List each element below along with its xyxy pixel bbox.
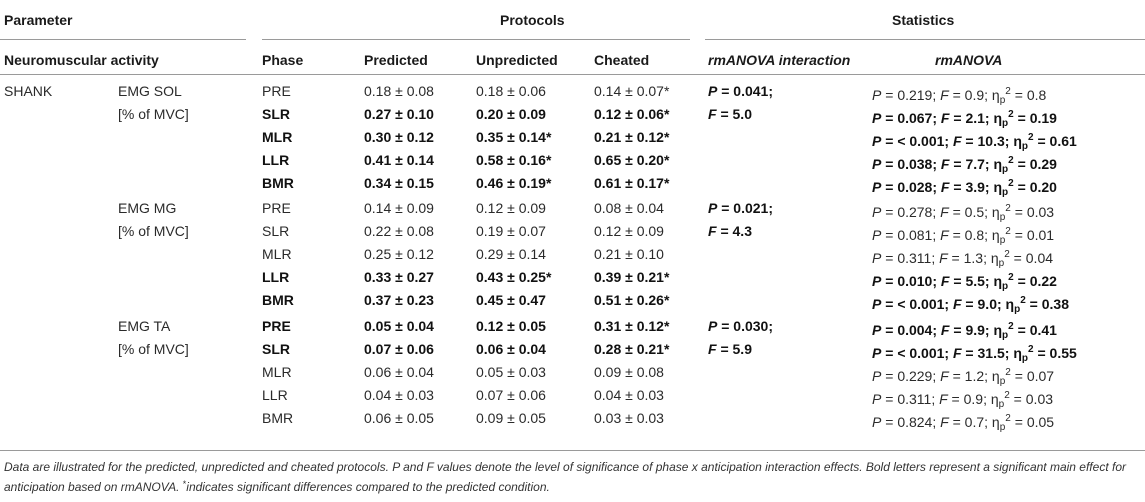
unpredicted-cell: 0.18 ± 0.06: [476, 83, 546, 99]
p-value: < 0.001: [897, 296, 945, 313]
eta-symbol: η: [993, 273, 1003, 290]
f-value: 31.5: [977, 344, 1005, 361]
rmanova-cell: [872, 407, 1054, 439]
p-value: 0.311: [897, 250, 932, 267]
eta-superscript: 2: [1008, 272, 1014, 284]
footnote-text-2: indicates significant differences compared to the predicted condition.: [186, 480, 550, 494]
phase-cell: SLR: [262, 106, 290, 122]
eta-subscript: p: [999, 375, 1006, 387]
f-value: 0.7: [964, 413, 985, 430]
p-symbol: P: [872, 156, 882, 172]
eta-superscript: 2: [1008, 109, 1014, 120]
eta-value: 0.01: [1026, 227, 1055, 244]
separator: ;: [984, 321, 994, 338]
eta-subscript: p: [1002, 329, 1009, 341]
f-symbol: F: [940, 204, 949, 221]
f-symbol: F: [940, 227, 949, 244]
eta-value: 0.03: [1026, 204, 1055, 221]
unpredicted-cell: 0.58 ± 0.16*: [476, 152, 552, 168]
p-symbol: P: [872, 296, 882, 313]
p-value: 0.038: [897, 156, 933, 172]
eta-subscript: p: [1002, 164, 1009, 175]
phase-cell: MLR: [262, 246, 292, 263]
eta-subscript: p: [999, 212, 1006, 224]
equals: =: [881, 296, 898, 313]
muscle-label: EMG MG: [118, 200, 177, 217]
eta-superscript: 2: [1005, 412, 1011, 424]
equals: =: [881, 156, 898, 172]
equals: =: [949, 110, 966, 126]
f-value: 0.8: [964, 227, 985, 244]
cheated-cell: 0.14 ± 0.07*: [594, 83, 670, 99]
phase-cell: BMR: [262, 175, 294, 191]
footnote: [4, 459, 1142, 496]
equals: =: [1010, 87, 1027, 103]
cheated-cell: 0.39 ± 0.21*: [594, 269, 670, 286]
equals: =: [1013, 156, 1030, 172]
eta-subscript: p: [1002, 118, 1009, 129]
equals: =: [881, 227, 898, 244]
equals: =: [949, 156, 966, 172]
cheated-cell: 0.03 ± 0.03: [594, 409, 664, 426]
eta-symbol: η: [1005, 296, 1015, 313]
eta-subscript: p: [1021, 141, 1028, 152]
p-symbol: P: [872, 133, 882, 149]
equals: =: [1010, 204, 1027, 221]
f-symbol: F: [940, 179, 950, 195]
eta-superscript: 2: [1005, 226, 1011, 238]
predicted-cell: 0.34 ± 0.15: [364, 175, 434, 191]
unpredicted-cell: 0.19 ± 0.07: [476, 223, 546, 240]
phase-cell: PRE: [262, 83, 291, 99]
equals: =: [949, 179, 966, 195]
p-symbol: P: [872, 227, 882, 244]
separator: ;: [932, 413, 941, 430]
equals: =: [881, 273, 898, 290]
predicted-cell: 0.22 ± 0.08: [364, 223, 434, 240]
unpredicted-cell: 0.35 ± 0.14*: [476, 129, 552, 145]
unit-label: [% of MVC]: [118, 106, 189, 122]
f-value: 1.2: [964, 367, 985, 384]
equals: =: [1010, 367, 1027, 384]
eta-symbol: η: [991, 367, 1000, 384]
equals: =: [881, 390, 898, 407]
eta-symbol: η: [991, 87, 1000, 103]
separator: ;: [984, 87, 992, 103]
equals: =: [881, 87, 898, 103]
eta-value: 0.61: [1049, 133, 1077, 149]
eta-symbol: η: [993, 179, 1003, 195]
f-symbol: F: [939, 390, 948, 407]
p-value: 0.067: [897, 110, 933, 126]
header-rm-interaction: rmANOVA interaction: [708, 52, 851, 68]
phase-cell: BMR: [262, 409, 294, 426]
equals: =: [881, 110, 898, 126]
equals: =: [1009, 390, 1026, 407]
eta-value: 0.29: [1029, 156, 1057, 172]
phase-cell: LLR: [262, 386, 288, 403]
header-parameter: Parameter: [4, 12, 73, 28]
cheated-cell: 0.04 ± 0.03: [594, 386, 664, 403]
phase-cell: PRE: [262, 317, 291, 334]
equals: =: [949, 321, 966, 338]
equals: =: [881, 413, 898, 430]
eta-value: 0.55: [1049, 344, 1077, 361]
eta-superscript: 2: [1020, 295, 1026, 307]
f-symbol: F: [952, 296, 962, 313]
cheated-cell: 0.12 ± 0.09: [594, 223, 664, 240]
eta-value: 0.22: [1029, 273, 1057, 290]
equals: =: [1010, 227, 1027, 244]
predicted-cell: 0.04 ± 0.03: [364, 386, 434, 403]
separator: ;: [944, 344, 953, 361]
eta-value: 0.20: [1029, 179, 1057, 195]
p-value: 0.219: [897, 87, 933, 103]
separator: ;: [984, 156, 994, 172]
phase-cell: PRE: [262, 200, 291, 217]
eta-subscript: p: [1002, 281, 1009, 293]
equals: =: [1025, 296, 1042, 313]
predicted-cell: 0.07 ± 0.06: [364, 340, 434, 357]
eta-symbol: η: [990, 250, 999, 267]
equals: =: [1013, 321, 1030, 338]
unpredicted-cell: 0.12 ± 0.05: [476, 317, 546, 334]
predicted-cell: 0.37 ± 0.23: [364, 292, 434, 309]
equals: =: [961, 344, 978, 361]
unpredicted-cell: 0.46 ± 0.19*: [476, 175, 552, 191]
predicted-cell: 0.30 ± 0.12: [364, 129, 434, 145]
p-symbol: P: [872, 179, 882, 195]
separator: ;: [932, 110, 941, 126]
f-symbol: F: [940, 87, 949, 103]
predicted-cell: 0.41 ± 0.14: [364, 152, 434, 168]
separator: ;: [932, 179, 941, 195]
interaction-f: F = 5.9: [708, 340, 752, 357]
unit-label: [% of MVC]: [118, 340, 189, 357]
separator: ;: [984, 273, 994, 290]
eta-subscript: p: [999, 235, 1006, 247]
phase-cell: LLR: [262, 152, 290, 168]
eta-symbol: η: [991, 413, 1000, 430]
separator: ;: [1004, 344, 1014, 361]
predicted-cell: 0.06 ± 0.05: [364, 409, 434, 426]
separator: ;: [931, 250, 940, 267]
header-phase: Phase: [262, 52, 304, 68]
equals: =: [948, 413, 965, 430]
equals: =: [881, 250, 898, 267]
separator: ;: [932, 273, 941, 290]
f-symbol: F: [952, 133, 962, 149]
predicted-cell: 0.14 ± 0.09: [364, 200, 434, 217]
interaction-f: F = 5.0: [708, 106, 752, 122]
p-symbol: P: [872, 204, 882, 221]
equals: =: [881, 321, 898, 338]
equals: =: [1013, 179, 1030, 195]
header-neuromuscular: Neuromuscular activity: [4, 52, 159, 68]
eta-symbol: η: [991, 204, 1000, 221]
eta-superscript: 2: [1028, 343, 1034, 355]
equals: =: [961, 133, 978, 149]
cheated-cell: 0.31 ± 0.12*: [594, 317, 670, 334]
interaction-f: F = 4.3: [708, 223, 752, 240]
f-symbol: F: [940, 413, 949, 430]
unpredicted-cell: 0.06 ± 0.04: [476, 340, 546, 357]
eta-value: 0.07: [1026, 367, 1055, 384]
predicted-cell: 0.06 ± 0.04: [364, 363, 434, 380]
f-symbol: F: [940, 273, 950, 290]
p-value: 0.004: [897, 321, 933, 338]
equals: =: [1033, 133, 1050, 149]
equals: =: [948, 367, 965, 384]
eta-symbol: η: [990, 390, 999, 407]
f-symbol: F: [939, 250, 948, 267]
unpredicted-cell: 0.09 ± 0.05: [476, 409, 546, 426]
unpredicted-cell: 0.05 ± 0.03: [476, 363, 546, 380]
eta-superscript: 2: [1005, 366, 1011, 378]
muscle-label: EMG SOL: [118, 83, 182, 99]
phase-cell: BMR: [262, 292, 294, 309]
equals: =: [881, 344, 898, 361]
header-cheated: Cheated: [594, 52, 650, 68]
p-value: < 0.001: [897, 344, 945, 361]
eta-symbol: η: [1013, 344, 1022, 361]
eta-subscript: p: [999, 95, 1006, 106]
eta-subscript: p: [1002, 187, 1009, 198]
separator: ;: [1004, 133, 1014, 149]
separator: ;: [984, 110, 994, 126]
predicted-cell: 0.25 ± 0.12: [364, 246, 434, 263]
p-symbol: P: [872, 390, 882, 407]
header-unpredicted: Unpredicted: [476, 52, 558, 68]
eta-subscript: p: [1021, 352, 1028, 364]
predicted-cell: 0.27 ± 0.10: [364, 106, 434, 122]
f-symbol: F: [940, 110, 950, 126]
eta-symbol: η: [991, 227, 1000, 244]
header-protocols: Protocols: [500, 12, 565, 28]
p-value: 0.311: [897, 390, 932, 407]
p-value: 0.010: [897, 273, 933, 290]
footnote-text: Data are illustrated for the predicted, unpredicted and cheated protocols. P and F values denote the level of significance of phase x anticipation interaction effects. Bold letters represent a significant main effect for anticipation based on rmANOVA.: [4, 460, 1126, 494]
unpredicted-cell: 0.12 ± 0.09: [476, 200, 546, 217]
separator: ;: [932, 87, 941, 103]
f-value: 9.9: [965, 321, 985, 338]
p-symbol: P: [872, 344, 882, 361]
eta-value: 0.03: [1025, 390, 1054, 407]
f-value: 7.7: [965, 156, 985, 172]
cheated-cell: 0.28 ± 0.21*: [594, 340, 670, 357]
separator: ;: [996, 296, 1006, 313]
eta-value: 0.04: [1025, 250, 1054, 267]
cheated-cell: 0.08 ± 0.04: [594, 200, 664, 217]
separator: ;: [932, 367, 941, 384]
p-symbol: P: [872, 413, 882, 430]
eta-subscript: p: [998, 398, 1005, 410]
f-value: 9.0: [977, 296, 997, 313]
equals: =: [881, 179, 898, 195]
separator: ;: [984, 204, 992, 221]
cheated-cell: 0.21 ± 0.12*: [594, 129, 670, 145]
eta-value: 0.05: [1026, 413, 1055, 430]
footnote-star: *: [182, 479, 187, 489]
equals: =: [1013, 273, 1030, 290]
p-symbol: P: [872, 367, 882, 384]
unpredicted-cell: 0.45 ± 0.47: [476, 292, 546, 309]
eta-superscript: 2: [1005, 86, 1011, 97]
unpredicted-cell: 0.29 ± 0.14: [476, 246, 546, 263]
equals: =: [949, 273, 966, 290]
p-value: 0.229: [897, 367, 933, 384]
eta-value: 0.8: [1026, 87, 1047, 103]
unpredicted-cell: 0.07 ± 0.06: [476, 386, 546, 403]
equals: =: [961, 296, 978, 313]
eta-symbol: η: [993, 110, 1003, 126]
p-value: < 0.001: [897, 133, 945, 149]
muscle-label: EMG TA: [118, 317, 171, 334]
p-symbol: P: [872, 110, 882, 126]
f-symbol: F: [952, 344, 962, 361]
p-value: 0.081: [897, 227, 933, 244]
separator: ;: [984, 413, 992, 430]
cheated-cell: 0.51 ± 0.26*: [594, 292, 670, 309]
eta-symbol: η: [1013, 133, 1022, 149]
equals: =: [947, 390, 964, 407]
predicted-cell: 0.05 ± 0.04: [364, 317, 434, 334]
separator: ;: [932, 321, 941, 338]
equals: =: [948, 87, 965, 103]
f-value: 0.9: [964, 87, 985, 103]
separator: ;: [984, 227, 992, 244]
eta-superscript: 2: [1008, 320, 1014, 332]
eta-subscript: p: [999, 421, 1006, 433]
eta-value: 0.19: [1029, 110, 1057, 126]
f-value: 5.5: [965, 273, 985, 290]
interaction-p: P = 0.021;: [708, 200, 773, 217]
p-value: 0.278: [897, 204, 933, 221]
separator: ;: [932, 204, 941, 221]
equals: =: [948, 227, 965, 244]
cheated-cell: 0.09 ± 0.08: [594, 363, 664, 380]
f-value: 10.3: [977, 133, 1005, 149]
separator: ;: [944, 296, 953, 313]
eta-subscript: p: [998, 258, 1005, 270]
p-symbol: P: [872, 250, 882, 267]
equals: =: [881, 204, 898, 221]
eta-superscript: 2: [1008, 155, 1014, 166]
f-value: 0.5: [964, 204, 985, 221]
cheated-cell: 0.65 ± 0.20*: [594, 152, 670, 168]
equals: =: [948, 204, 965, 221]
predicted-cell: 0.33 ± 0.27: [364, 269, 434, 286]
region-label: SHANK: [4, 83, 53, 99]
f-symbol: F: [940, 156, 950, 172]
p-value: 0.824: [897, 413, 933, 430]
equals: =: [1009, 250, 1026, 267]
eta-superscript: 2: [1008, 178, 1014, 189]
header-rmanova: rmANOVA: [935, 52, 1003, 68]
equals: =: [1010, 413, 1027, 430]
equals: =: [1013, 110, 1030, 126]
eta-superscript: 2: [1004, 389, 1010, 401]
separator: ;: [984, 367, 992, 384]
separator: ;: [944, 133, 953, 149]
separator: ;: [984, 179, 994, 195]
separator: ;: [932, 156, 941, 172]
cheated-cell: 0.21 ± 0.10: [594, 246, 664, 263]
equals: =: [947, 250, 964, 267]
f-symbol: F: [940, 367, 949, 384]
header-predicted: Predicted: [364, 52, 428, 68]
eta-superscript: 2: [1005, 203, 1011, 215]
unit-label: [% of MVC]: [118, 223, 189, 240]
eta-symbol: η: [993, 321, 1003, 338]
cheated-cell: 0.12 ± 0.06*: [594, 106, 670, 122]
header-statistics: Statistics: [892, 12, 955, 28]
interaction-p: P = 0.030;: [708, 317, 773, 334]
eta-subscript: p: [1014, 304, 1021, 316]
eta-superscript: 2: [1028, 132, 1034, 143]
predicted-cell: 0.18 ± 0.08: [364, 83, 434, 99]
phase-cell: MLR: [262, 129, 293, 145]
eta-value: 0.38: [1041, 296, 1069, 313]
p-symbol: P: [872, 273, 882, 290]
unpredicted-cell: 0.20 ± 0.09: [476, 106, 546, 122]
phase-cell: LLR: [262, 269, 290, 286]
unpredicted-cell: 0.43 ± 0.25*: [476, 269, 552, 286]
equals: =: [1033, 344, 1050, 361]
interaction-p: P = 0.041;: [708, 83, 773, 99]
p-symbol: P: [872, 87, 882, 103]
f-symbol: F: [940, 321, 950, 338]
separator: ;: [931, 390, 940, 407]
phase-cell: MLR: [262, 363, 292, 380]
f-value: 1.3: [963, 250, 984, 267]
eta-symbol: η: [993, 156, 1003, 172]
separator: ;: [983, 390, 991, 407]
eta-superscript: 2: [1004, 249, 1010, 261]
p-value: 0.028: [897, 179, 933, 195]
rule-table-bottom: [0, 450, 1145, 451]
f-value: 0.9: [963, 390, 984, 407]
f-value: 2.1: [965, 110, 985, 126]
separator: ;: [932, 227, 941, 244]
eta-value: 0.41: [1029, 321, 1057, 338]
equals: =: [881, 367, 898, 384]
cheated-cell: 0.61 ± 0.17*: [594, 175, 670, 191]
p-symbol: P: [872, 321, 882, 338]
phase-cell: SLR: [262, 223, 290, 240]
separator: ;: [983, 250, 991, 267]
equals: =: [881, 133, 898, 149]
phase-cell: SLR: [262, 340, 290, 357]
f-value: 3.9: [965, 179, 985, 195]
